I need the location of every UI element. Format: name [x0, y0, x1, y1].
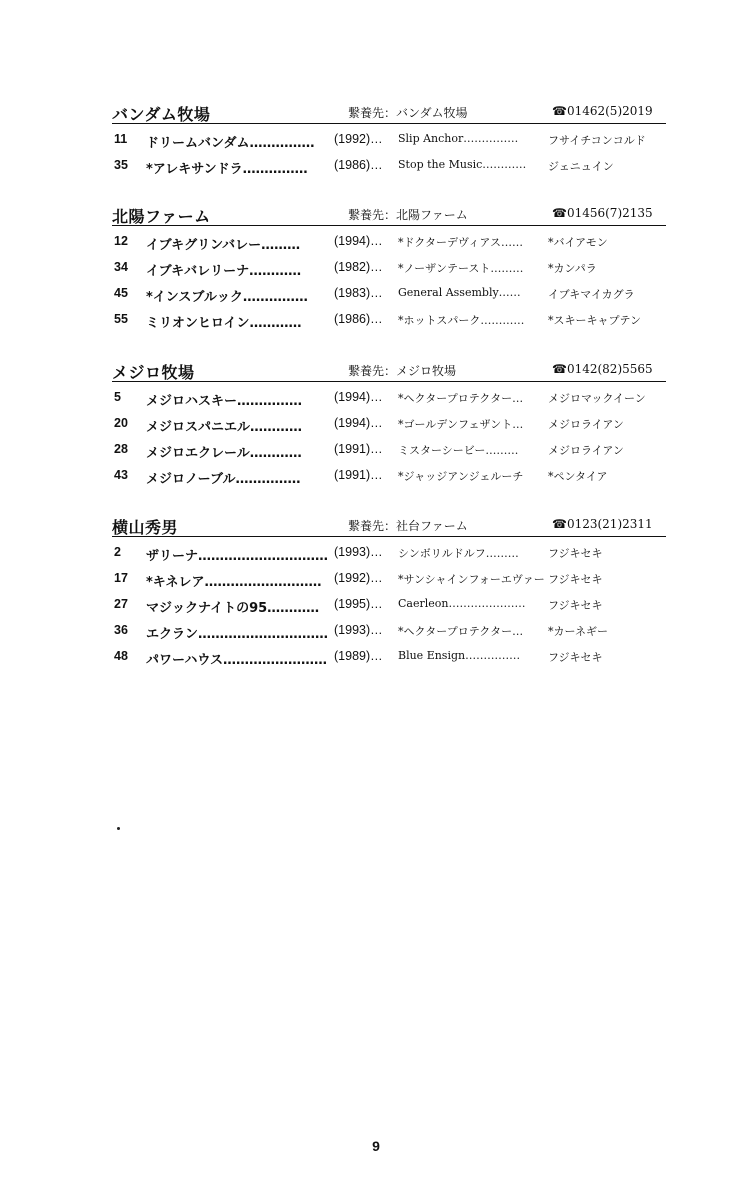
table-row [112, 126, 666, 152]
horse-year: (1994)… [334, 390, 383, 404]
section-phone: ☎0123(21)2311 [552, 517, 653, 531]
table-row [112, 410, 666, 436]
horse-foal: *バイアモン [548, 236, 608, 249]
page-number: 9 [372, 1138, 380, 1154]
horse-number: 12 [114, 234, 128, 248]
horse-sire: Caerleon………………… [398, 597, 526, 610]
horse-name: *アレキサンドラ…………… [146, 162, 308, 177]
horse-number: 48 [114, 649, 128, 663]
section-title: 北陽ファーム [112, 207, 211, 226]
horse-sire: *ジャッジアンジェルーチ [398, 470, 524, 483]
horse-year: (1986)… [334, 312, 383, 326]
horse-sire: *ヘクタープロテクター… [398, 625, 524, 638]
section-phone: ☎01456(7)2135 [552, 206, 653, 220]
horse-foal: ジェニュイン [548, 160, 614, 173]
horse-number: 35 [114, 158, 128, 172]
table-row [112, 436, 666, 462]
section-title: 横山秀男 [112, 518, 179, 537]
horse-year: (1992)… [334, 132, 383, 146]
horse-foal: メジロライアン [548, 444, 624, 457]
horse-foal: イブキマイカグラ [548, 288, 635, 301]
horse-number: 36 [114, 623, 128, 637]
horse-number: 28 [114, 442, 128, 456]
horse-sire: シンボリルドルフ……… [398, 547, 519, 560]
horse-number: 55 [114, 312, 128, 326]
horse-foal: フジキセキ [548, 651, 603, 664]
table-row [112, 384, 666, 410]
horse-number: 5 [114, 390, 121, 404]
section-header [112, 100, 666, 126]
horse-foal: メジロライアン [548, 418, 624, 431]
horse-foal: *カーネギー [548, 625, 608, 638]
horse-name: ミリオンヒロイン………… [146, 316, 302, 331]
horse-number: 43 [114, 468, 128, 482]
table-row [112, 617, 666, 643]
section-hokuyo-farm [112, 202, 666, 332]
table-row [112, 591, 666, 617]
horse-year: (1982)… [334, 260, 383, 274]
horse-name: ザリーナ………………………… [146, 549, 329, 564]
section-header [112, 358, 666, 384]
section-rule [112, 536, 666, 537]
horse-name: エクラン………………………… [146, 627, 329, 642]
horse-year: (1992)… [334, 571, 383, 585]
table-row [112, 643, 666, 669]
horse-sire: Blue Ensign…………… [398, 649, 521, 662]
section-title: メジロ牧場 [112, 363, 195, 382]
horse-sire: General Assembly…… [398, 286, 521, 299]
section-header [112, 202, 666, 228]
section-contact: 繋養先：メジロ牧場 [348, 364, 457, 378]
horse-foal: フサイチコンコルド [548, 134, 646, 147]
horse-number: 17 [114, 571, 128, 585]
horse-name: ドリームバンダム…………… [146, 136, 315, 151]
horse-year: (1995)… [334, 597, 383, 611]
section-contact: 繋養先：社台ファーム [348, 519, 468, 533]
section-yokoyama-hideo [112, 513, 666, 669]
horse-foal: *ペンタイア [548, 470, 608, 483]
horse-name: *キネレア……………………… [146, 575, 322, 590]
horse-name: イブキバレリーナ………… [146, 264, 302, 279]
horse-year: (1991)… [334, 442, 383, 456]
horse-sire: Slip Anchor…………… [398, 132, 519, 145]
horse-number: 20 [114, 416, 128, 430]
table-row [112, 565, 666, 591]
horse-year: (1993)… [334, 545, 383, 559]
table-row [112, 539, 666, 565]
horse-year: (1993)… [334, 623, 383, 637]
horse-foal: *カンパラ [548, 262, 597, 275]
table-row [112, 228, 666, 254]
horse-sire: *ドクターデヴィアス…… [398, 236, 523, 249]
horse-foal: *スキーキャプテン [548, 314, 641, 327]
section-mejiro-farm [112, 358, 666, 488]
horse-number: 27 [114, 597, 128, 611]
horse-sire: ミスターシービー……… [398, 444, 519, 457]
table-row [112, 306, 666, 332]
section-title: バンダム牧場 [112, 105, 211, 124]
horse-sire: *ノーザンテースト……… [398, 262, 524, 275]
horse-year: (1986)… [334, 158, 383, 172]
section-rule [112, 381, 666, 382]
section-header [112, 513, 666, 539]
horse-year: (1983)… [334, 286, 383, 300]
horse-number: 2 [114, 545, 121, 559]
horse-sire: *ヘクタープロテクター… [398, 392, 524, 405]
horse-foal: メジロマックイーン [548, 392, 646, 405]
table-row [112, 462, 666, 488]
section-phone: ☎01462(5)2019 [552, 104, 653, 118]
table-row [112, 254, 666, 280]
horse-name: イブキグリンバレー……… [146, 238, 301, 253]
stray-mark [117, 827, 120, 830]
horse-foal: フジキセキ [548, 547, 603, 560]
horse-sire: *ホットスパーク………… [398, 314, 525, 327]
section-contact: 繋養先：バンダム牧場 [348, 106, 468, 120]
section-rule [112, 225, 666, 226]
horse-number: 34 [114, 260, 128, 274]
section-phone: ☎0142(82)5565 [552, 362, 653, 376]
horse-name: メジロスパニエル………… [146, 420, 303, 435]
horse-number: 45 [114, 286, 128, 300]
horse-year: (1994)… [334, 234, 383, 248]
horse-name: *インスブルック…………… [146, 290, 308, 305]
section-rule [112, 123, 666, 124]
horse-year: (1994)… [334, 416, 383, 430]
horse-year: (1991)… [334, 468, 383, 482]
section-contact: 繋養先：北陽ファーム [348, 208, 468, 222]
horse-name: パワーハウス…………………… [146, 653, 327, 668]
horse-name: メジロハスキー…………… [146, 394, 303, 409]
horse-foal: フジキセキ [548, 573, 603, 586]
horse-name: マジックナイトの95………… [146, 601, 320, 616]
horse-name: メジロエクレール………… [146, 446, 302, 461]
table-row [112, 152, 666, 178]
horse-year: (1989)… [334, 649, 383, 663]
horse-name: メジロノーブル…………… [146, 472, 301, 487]
table-row [112, 280, 666, 306]
horse-sire: Stop the Music………… [398, 158, 527, 171]
horse-foal: フジキセキ [548, 599, 603, 612]
horse-sire: *ゴールデンフェザント… [398, 418, 524, 431]
section-bandamu-farm [112, 100, 666, 178]
horse-number: 11 [114, 132, 128, 146]
horse-sire: *サンシャインフォーエヴァー [398, 573, 545, 586]
